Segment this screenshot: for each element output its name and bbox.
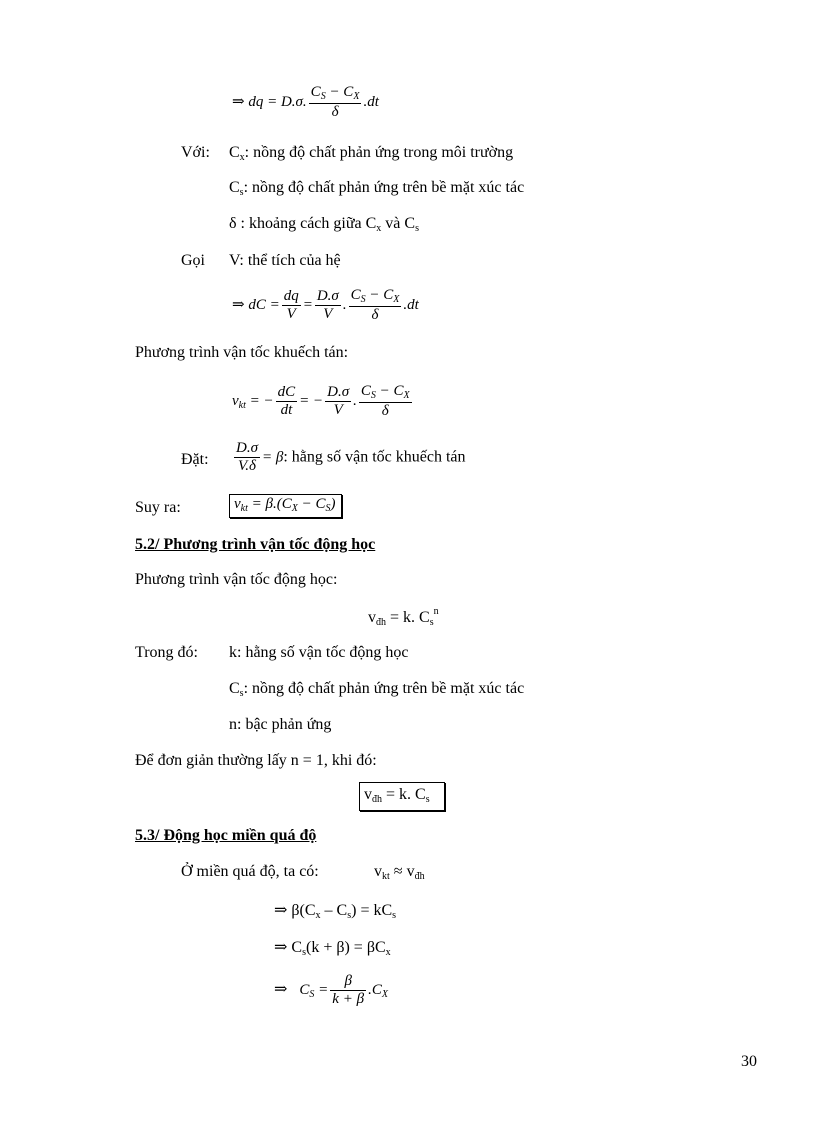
kinetic-rate-equation: $v_{đh} = k$. $C_s^n$ <box>368 606 439 628</box>
equation-vkt: $v_{kt}$ = − $\frac{dC}{dt}$ = − $\frac{D.\sigma}{V}$ . $\frac{C_S - C_X}{\delta}$ <box>232 383 410 419</box>
trong-do-label: Trong đó: <box>135 644 198 661</box>
cs-definition: $C_s$: nồng độ chất phản ứng trên bề mặt xúc tác <box>229 179 525 198</box>
transition-intro: Ở miền quá độ, ta có: <box>181 863 319 880</box>
boxed-diffusion-equation: $v_{kt} = \beta.(C_X - C_S)$ <box>229 494 342 518</box>
k-definition: k: hằng số vận tốc động học <box>229 644 409 661</box>
boxed-kinetic-equation: $v_{đh} = k$. $C_s$ <box>359 782 445 811</box>
suy-ra-label: Suy ra: <box>135 499 181 516</box>
transition-relation: $v_{kt} \approx v_{đh}$ <box>374 863 425 882</box>
page-number: 30 <box>741 1053 757 1070</box>
diffusion-rate-heading: Phương trình vận tốc khuếch tán: <box>135 344 349 361</box>
fraction: $\frac{D.\sigma}{V.\delta}$ <box>236 440 258 475</box>
delta-definition: δ : khoảng cách giữa $C_x$ và $C_s$ <box>229 215 419 234</box>
transition-line-2: ⇒ $C_s(k + \beta) = \beta C_x$ <box>274 939 391 958</box>
section-5-2-heading: 5.2/ Phương trình vận tốc động học <box>135 536 376 553</box>
goi-label: Gọi <box>181 252 205 269</box>
equation-dq: ⇒ dq = D.σ. $\frac{C_S - C_X}{\delta}$ .dt <box>232 84 379 120</box>
section-5-3-heading: 5.3/ Động học miền quá độ <box>135 827 317 844</box>
fraction: $\frac{C_S - C_X}{\delta}$ <box>350 287 400 323</box>
beta-definition: $\frac{D.\sigma}{V.\delta}$ = β: hằng số vận tốc khuếch tán <box>236 440 466 475</box>
voi-label: Với: <box>181 144 210 161</box>
fraction: $\frac{dq}{V}$ <box>283 287 299 322</box>
simplify-text: Để đơn giản thường lấy n = 1, khi đó: <box>135 752 377 769</box>
n-definition: n: bậc phản ứng <box>229 716 332 733</box>
fraction: $\frac{C_S - C_X}{\delta}$ <box>360 383 410 419</box>
fraction: $\frac{D.\sigma}{V}$ <box>327 383 350 418</box>
cx-definition: $C_x$: nồng độ chất phản ứng trong môi trường <box>229 144 514 163</box>
equation-dc: ⇒ dC = $\frac{dq}{V}$ = $\frac{D.\sigma}{V}$ . $\frac{C_S - C_X}{\delta}$ .dt <box>232 287 419 323</box>
fraction: $\frac{dC}{dt}$ <box>277 383 296 418</box>
dat-label: Đặt: <box>181 451 209 468</box>
fraction: $\frac{\beta}{k + \beta}$ <box>332 973 365 1008</box>
fraction: $\frac{C_S - C_X}{\delta}$ <box>310 84 360 120</box>
fraction: $\frac{D.\sigma}{V}$ <box>316 287 339 322</box>
volume-definition: V: thể tích của hệ <box>229 252 341 269</box>
kinetic-rate-intro: Phương trình vận tốc động học: <box>135 571 338 588</box>
transition-line-1: ⇒ $\beta(C_x - C_s) = kC_s$ <box>274 902 397 921</box>
transition-line-3: ⇒ $C_S$ = $\frac{\beta}{k + \beta}$ $.C_X$ <box>274 973 388 1008</box>
cs-definition-2: $C_s$: nồng độ chất phản ứng trên bề mặt xúc tác <box>229 680 525 699</box>
